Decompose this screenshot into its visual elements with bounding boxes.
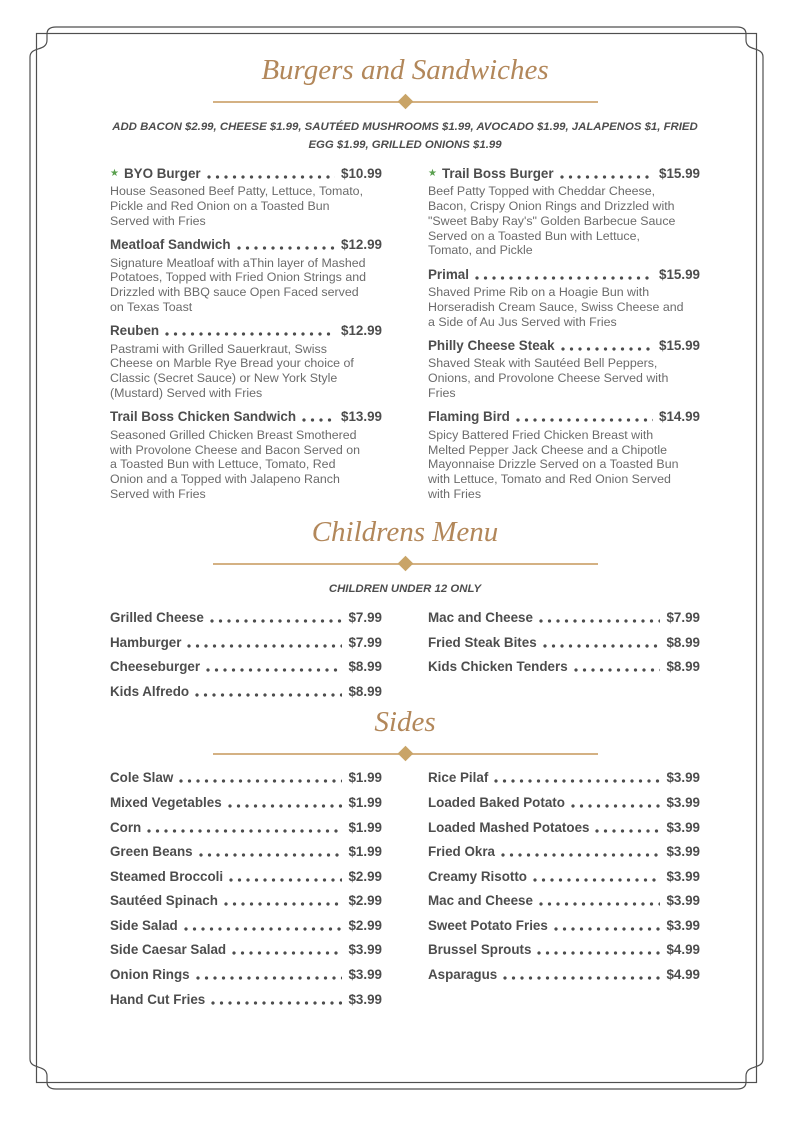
- item-row: [428, 166, 700, 182]
- item-name: Steamed Broccoli: [110, 868, 224, 884]
- menu-item: [110, 166, 382, 229]
- item-name: Hamburger: [110, 634, 182, 650]
- section-columns: [110, 770, 700, 1016]
- menu-item: [428, 659, 700, 675]
- corner-swoosh-top-left: [30, 27, 56, 57]
- dot-leader: [228, 804, 343, 808]
- item-row: [110, 409, 382, 425]
- menu-item: [110, 918, 382, 934]
- item-row: [428, 893, 700, 909]
- item-price: $3.99: [348, 942, 382, 958]
- item-name: Side Salad: [110, 917, 178, 933]
- item-row: [110, 992, 382, 1008]
- dot-leader: [501, 853, 661, 857]
- item-row: [110, 942, 382, 958]
- dot-leader: [494, 779, 660, 783]
- menu-item: [110, 770, 382, 786]
- menu-item: [428, 635, 700, 651]
- item-row: [110, 770, 382, 786]
- menu-column-1: [110, 770, 382, 1016]
- item-price: $7.99: [348, 610, 382, 626]
- item-row: [428, 770, 700, 786]
- menu-item: [428, 267, 700, 330]
- dot-leader: [475, 276, 653, 280]
- item-name: Loaded Mashed Potatoes: [428, 819, 590, 835]
- item-row: [428, 918, 700, 934]
- menu-item: [428, 610, 700, 626]
- item-row: [110, 166, 382, 182]
- menu-item: [428, 844, 700, 860]
- menu-section-childrens: [110, 516, 700, 708]
- item-price: $1.99: [348, 794, 382, 810]
- item-price: $12.99: [341, 237, 382, 253]
- item-row: [428, 635, 700, 651]
- item-price: $13.99: [341, 409, 382, 425]
- dot-leader: [302, 418, 335, 422]
- menu-column-2: [428, 770, 700, 1016]
- section-divider: [213, 748, 598, 759]
- item-description: House Seasoned Beef Patty, Lettuce, Tomato, Pickle and Red Onion on a Toasted Bun Served with Fries: [110, 184, 364, 228]
- item-price: $1.99: [348, 844, 382, 860]
- menu-item: [428, 967, 700, 983]
- menu-item: [110, 844, 382, 860]
- corner-swoosh-bottom-left: [30, 1059, 56, 1089]
- item-description: Pastrami with Grilled Sauerkraut, Swiss Cheese on Marble Rye Bread your choice of Classic (Secret Sauce) or New York Style (Mustard) Served with Fries: [110, 341, 354, 400]
- dot-leader: [595, 829, 660, 833]
- item-price: $1.99: [348, 819, 382, 835]
- dot-leader: [147, 829, 342, 833]
- menu-item: [428, 409, 700, 501]
- dot-leader: [554, 927, 661, 931]
- item-name: Loaded Baked Potato: [428, 794, 565, 810]
- item-name: Philly Cheese Steak: [428, 337, 555, 353]
- item-row: [110, 844, 382, 860]
- item-price: $4.99: [666, 942, 700, 958]
- item-row: [428, 844, 700, 860]
- item-price: $15.99: [659, 337, 700, 353]
- item-row: [110, 684, 382, 700]
- item-name: Mac and Cheese: [428, 610, 533, 626]
- diamond-icon: [397, 556, 413, 572]
- dot-leader: [184, 927, 343, 931]
- item-name: Kids Alfredo: [110, 683, 190, 699]
- item-row: [428, 409, 700, 425]
- section-note: ADD BACON $2.99, CHEESE $1.99, SAUTÉED MUSHROOMS $1.99, AVOCADO $1.99, JALAPENOS $1, FRIED EGG $1.99, GRILLED ONIONS $1.99: [112, 121, 698, 152]
- item-row: [110, 635, 382, 651]
- menu-column-1: [110, 610, 382, 708]
- dot-leader: [179, 779, 342, 783]
- item-row: [428, 967, 700, 983]
- dot-leader: [211, 1001, 342, 1005]
- item-row: [428, 267, 700, 283]
- item-price: $8.99: [348, 659, 382, 675]
- item-name: Asparagus: [428, 966, 498, 982]
- item-row: [110, 237, 382, 253]
- item-row: [110, 659, 382, 675]
- menu-item: [428, 770, 700, 786]
- item-row: [428, 338, 700, 354]
- menu-item: [428, 942, 700, 958]
- menu-item: [428, 166, 700, 258]
- menu-column-2: [428, 610, 700, 708]
- divider-line-left: [213, 563, 402, 565]
- item-name: Side Caesar Salad: [110, 942, 227, 958]
- item-price: $3.99: [666, 917, 700, 933]
- item-name: Trail Boss Burger: [441, 165, 554, 181]
- item-name: Grilled Cheese: [110, 610, 204, 626]
- item-name: Cheeseburger: [110, 659, 201, 675]
- item-price: $12.99: [341, 323, 382, 339]
- item-price: $7.99: [666, 610, 700, 626]
- item-row: [110, 610, 382, 626]
- item-price: $4.99: [666, 966, 700, 982]
- item-row: [428, 659, 700, 675]
- item-price: $3.99: [666, 868, 700, 884]
- section-columns: [110, 166, 700, 510]
- dot-leader: [224, 902, 343, 906]
- item-name: Corn: [110, 819, 142, 835]
- item-row: [110, 795, 382, 811]
- item-row: [110, 820, 382, 836]
- item-description: Seasoned Grilled Chicken Breast Smothered with Provolone Cheese and Bacon Served on a Toasted Bun with Lettuce, Tomato, Red Onion and a Topped with Jalapeno Ranch Served with Fries: [110, 427, 361, 501]
- dot-leader: [187, 644, 342, 648]
- item-name: Trail Boss Chicken Sandwich: [110, 409, 297, 425]
- dot-leader: [543, 644, 661, 648]
- star-icon: ★: [110, 167, 119, 179]
- item-row: [428, 795, 700, 811]
- item-row: [110, 323, 382, 339]
- menu-item: [110, 635, 382, 651]
- item-price: $3.99: [348, 966, 382, 982]
- section-divider: [213, 96, 598, 107]
- item-price: $3.99: [666, 893, 700, 909]
- item-name: Mixed Vegetables: [110, 794, 222, 810]
- dot-leader: [195, 693, 342, 697]
- item-name: Sweet Potato Fries: [428, 917, 548, 933]
- menu-item: [110, 684, 382, 700]
- menu-item: [428, 893, 700, 909]
- section-title: Sides: [374, 706, 436, 738]
- menu-item: [428, 918, 700, 934]
- item-name: Kids Chicken Tenders: [428, 659, 568, 675]
- item-price: $3.99: [666, 794, 700, 810]
- menu-column-2: [428, 166, 700, 510]
- item-row: [110, 893, 382, 909]
- dot-leader: [210, 619, 343, 623]
- dot-leader: [229, 878, 342, 882]
- dot-leader: [516, 418, 653, 422]
- item-name: Flaming Bird: [428, 409, 510, 425]
- divider-line-left: [213, 101, 402, 103]
- item-description: Signature Meatloaf with aThin layer of Mashed Potatoes, Topped with Fried Onion Strings and Drizzled with BBQ sauce Open Faced served on Texas Toast: [110, 255, 366, 314]
- item-description: Spicy Battered Fried Chicken Breast with Melted Pepper Jack Cheese and a Chipotle Mayonnaise Drizzle Served on a Toasted Bun with Lettuce, Tomato and Red Onion Served with Fries: [428, 427, 679, 501]
- divider-line-right: [409, 753, 598, 755]
- item-description: Shaved Prime Rib on a Hoagie Bun with Horseradish Cream Sauce, Swiss Cheese and a Side of Au Jus Served with Fries: [428, 285, 684, 329]
- diamond-icon: [397, 746, 413, 762]
- dot-leader: [207, 175, 335, 179]
- item-description: Shaved Steak with Sautéed Bell Peppers, Onions, and Provolone Cheese Served with Fries: [428, 356, 669, 400]
- menu-item: [110, 967, 382, 983]
- section-title: Childrens Menu: [311, 516, 499, 548]
- item-row: [110, 869, 382, 885]
- item-row: [110, 918, 382, 934]
- corner-swoosh-top-right: [737, 27, 763, 57]
- item-name: Brussel Sprouts: [428, 942, 532, 958]
- section-note: CHILDREN UNDER 12 ONLY: [328, 583, 482, 596]
- item-price: $15.99: [659, 165, 700, 181]
- menu-item: [110, 820, 382, 836]
- item-name: Fried Steak Bites: [428, 634, 537, 650]
- dot-leader: [539, 619, 661, 623]
- item-price: $10.99: [341, 165, 382, 181]
- dot-leader: [537, 951, 660, 955]
- item-row: [110, 967, 382, 983]
- dot-leader: [571, 804, 661, 808]
- item-name: Creamy Risotto: [428, 868, 527, 884]
- item-name: Hand Cut Fries: [110, 991, 206, 1007]
- item-price: $2.99: [348, 868, 382, 884]
- menu-section-sides: [110, 706, 700, 1016]
- menu-item: [110, 323, 382, 401]
- menu-item: [110, 237, 382, 315]
- dot-leader: [503, 976, 660, 980]
- menu-column-1: [110, 166, 382, 510]
- item-price: $8.99: [666, 659, 700, 675]
- item-price: $2.99: [348, 893, 382, 909]
- menu-item: [428, 869, 700, 885]
- item-price: $3.99: [348, 991, 382, 1007]
- item-price: $15.99: [659, 266, 700, 282]
- dot-leader: [232, 951, 342, 955]
- menu-item: [110, 659, 382, 675]
- dot-leader: [165, 332, 335, 336]
- menu-item: [110, 869, 382, 885]
- item-price: $2.99: [348, 917, 382, 933]
- dot-leader: [533, 878, 661, 882]
- item-name: BYO Burger: [123, 165, 201, 181]
- menu-item: [428, 795, 700, 811]
- item-name: Reuben: [110, 323, 160, 339]
- item-row: [428, 820, 700, 836]
- star-icon: ★: [428, 167, 437, 179]
- item-row: [428, 610, 700, 626]
- menu-item: [110, 992, 382, 1008]
- menu-item: [110, 795, 382, 811]
- menu-item: [110, 893, 382, 909]
- item-price: $8.99: [348, 683, 382, 699]
- dot-leader: [199, 853, 343, 857]
- item-description: Beef Patty Topped with Cheddar Cheese, Bacon, Crispy Onion Rings and Drizzled with "Sweet Baby Ray's" Golden Barbecue Sauce Served on a Toasted Bun with Lettuce, Tomato, and Pickle: [428, 184, 676, 258]
- item-name: Cole Slaw: [110, 770, 174, 786]
- dot-leader: [196, 976, 343, 980]
- item-name: Green Beans: [110, 844, 193, 860]
- diamond-icon: [397, 94, 413, 110]
- divider-line-right: [409, 563, 598, 565]
- menu-item: [428, 338, 700, 401]
- section-title: Burgers and Sandwiches: [261, 54, 549, 86]
- item-name: Meatloaf Sandwich: [110, 237, 231, 253]
- dot-leader: [560, 175, 653, 179]
- item-price: $14.99: [659, 409, 700, 425]
- dot-leader: [574, 668, 661, 672]
- divider-line-left: [213, 753, 402, 755]
- menu-section-burgers: [110, 54, 700, 510]
- item-price: $7.99: [348, 634, 382, 650]
- item-name: Sautéed Spinach: [110, 893, 218, 909]
- menu-item: [110, 610, 382, 626]
- menu-item: [428, 820, 700, 836]
- dot-leader: [237, 246, 335, 250]
- item-price: $3.99: [666, 770, 700, 786]
- item-name: Onion Rings: [110, 966, 190, 982]
- item-name: Rice Pilaf: [428, 770, 489, 786]
- section-divider: [213, 558, 598, 569]
- item-row: [428, 942, 700, 958]
- item-price: $1.99: [348, 770, 382, 786]
- section-columns: [110, 610, 700, 708]
- dot-leader: [539, 902, 661, 906]
- menu-item: [110, 942, 382, 958]
- divider-line-right: [409, 101, 598, 103]
- dot-leader: [561, 347, 654, 351]
- item-name: Fried Okra: [428, 844, 495, 860]
- item-price: $8.99: [666, 634, 700, 650]
- corner-swoosh-bottom-right: [737, 1059, 763, 1089]
- menu-item: [110, 409, 382, 501]
- item-row: [428, 869, 700, 885]
- item-name: Mac and Cheese: [428, 893, 533, 909]
- item-price: $3.99: [666, 844, 700, 860]
- dot-leader: [206, 668, 342, 672]
- item-price: $3.99: [666, 819, 700, 835]
- item-name: Primal: [428, 266, 469, 282]
